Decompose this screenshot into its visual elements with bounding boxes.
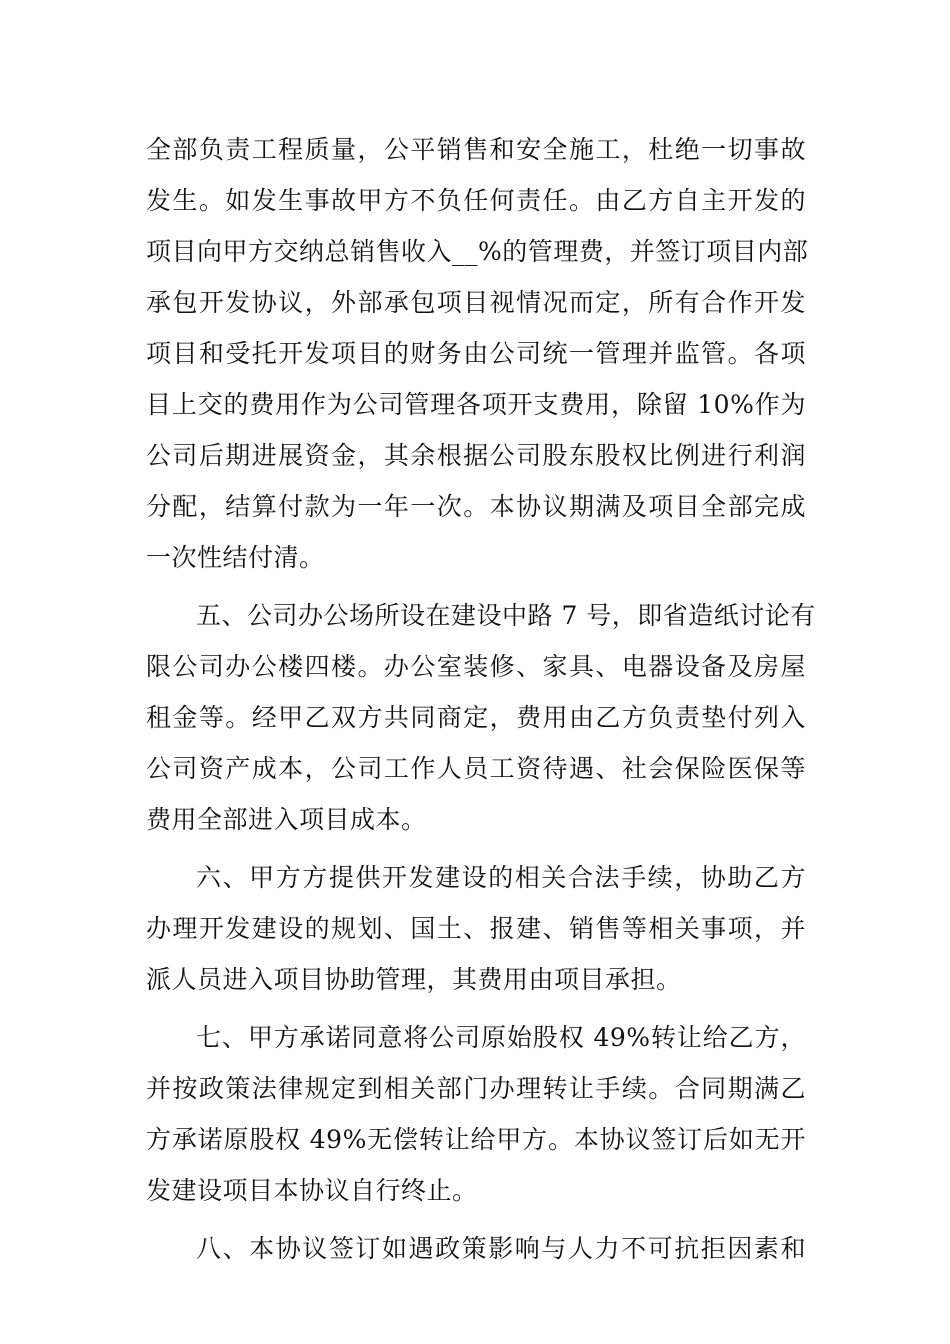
document-body — [146, 124, 816, 1274]
text-line: 七、甲方承诺同意将公司原始股权 49%转让给乙方， — [196, 1023, 806, 1052]
text-line: 项目向甲方交纳总销售收入__%的管理费，并签订项目内部 — [146, 237, 809, 266]
text-line: 六、甲方方提供开发建设的相关合法手续，协助乙方 — [196, 863, 806, 892]
text-line: 并按政策法律规定到相关部门办理转让手续。合同期满乙 — [146, 1074, 806, 1103]
text-line: 限公司办公楼四楼。办公室装修、家具、电器设备及房屋 — [146, 652, 806, 681]
text-line: 分配，结算付款为一年一次。本协议期满及项目全部完成 — [146, 492, 806, 521]
text-line: 方承诺原股权 49%无偿转让给甲方。本协议签订后如无开 — [146, 1125, 806, 1154]
paragraph-8 — [146, 1223, 806, 1274]
text-line: 公司后期进展资金，其余根据公司股东股权比例进行利润 — [146, 441, 806, 470]
text-line: 全部负责工程质量，公平销售和安全施工，杜绝一切事故 — [146, 135, 806, 164]
text-line: 项目和受托开发项目的财务由公司统一管理并监管。各项 — [146, 339, 806, 368]
text-line: 派人员进入项目协助管理，其费用由项目承担。 — [146, 965, 682, 994]
text-line: 发建设项目本协议自行终止。 — [146, 1176, 478, 1205]
text-line: 公司资产成本，公司工作人员工资待遇、社会保险医保等 — [146, 754, 806, 783]
paragraph-5 — [146, 590, 816, 845]
paragraph-4-continuation — [146, 124, 809, 583]
paragraph-7 — [146, 1012, 806, 1216]
text-line: 发生。如发生事故甲方不负任何责任。由乙方自主开发的 — [146, 186, 806, 215]
text-line: 一次性结付清。 — [146, 543, 325, 572]
text-line: 五、公司办公场所设在建设中路 7 号，即省造纸讨论有 — [196, 601, 816, 630]
text-line: 租金等。经甲乙双方共同商定，费用由乙方负责垫付列入 — [146, 703, 806, 732]
text-line: 承包开发协议，外部承包项目视情况而定，所有合作开发 — [146, 288, 806, 317]
text-line: 八、本协议签订如遇政策影响与人力不可抗拒因素和 — [196, 1234, 806, 1263]
paragraph-6 — [146, 852, 806, 1005]
text-line: 目上交的费用作为公司管理各项开支费用，除留 10%作为 — [146, 390, 806, 419]
text-line: 办理开发建设的规划、国土、报建、销售等相关事项，并 — [146, 914, 806, 943]
text-line: 费用全部进入项目成本。 — [146, 805, 427, 834]
